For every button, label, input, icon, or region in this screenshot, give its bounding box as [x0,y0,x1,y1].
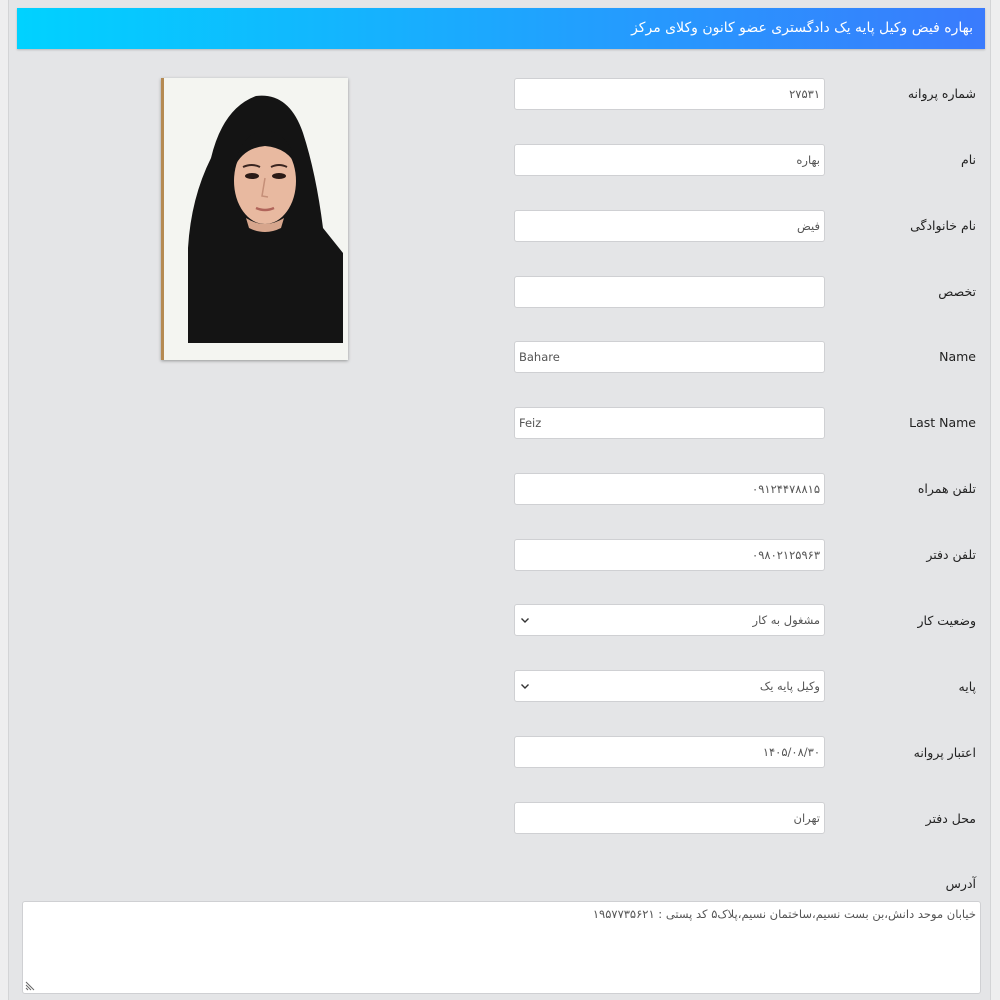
mobile-input[interactable] [514,473,825,505]
office-phone-label: تلفن دفتر [926,547,976,562]
work-status-value: مشغول به کار [752,613,820,627]
office-location-label: محل دفتر [925,811,976,826]
lawyer-photo [161,78,348,360]
resize-handle-icon[interactable] [25,979,37,991]
grade-value: وکیل پایه یک [759,679,820,693]
office-location-input[interactable] [514,802,825,834]
address-label: آدرس [945,876,976,891]
address-value: خیابان موحد دانش،بن بست نسیم،ساختمان نسیم،پلاک۵ کد پستی : ۱۹۵۷۷۳۵۶۲۱ [592,907,976,921]
first-name-label: نام [960,152,976,167]
specialty-input[interactable] [514,276,825,308]
page-title: بهاره فیض وکیل پایه یک دادگستری عضو کانون وکلای مرکز [631,20,973,36]
office-phone-input[interactable] [514,539,825,571]
page-header [17,8,985,49]
name-en-label: Name [939,349,976,364]
last-name-en-input[interactable] [514,407,825,439]
grade-label: پایه [958,679,976,694]
chevron-down-icon [520,680,530,692]
photo-edge [161,78,164,360]
license-validity-label: اعتبار پروانه [913,745,976,760]
portrait-image [161,78,348,360]
last-name-label: نام خانوادگی [910,218,976,233]
license-number-input[interactable] [514,78,825,110]
chevron-down-icon [520,614,530,626]
license-number-label: شماره پروانه [907,86,976,101]
work-status-select[interactable] [514,604,825,636]
work-status-label: وضعیت کار [917,613,976,628]
first-name-input[interactable] [514,144,825,176]
grade-select[interactable] [514,670,825,702]
last-name-input[interactable] [514,210,825,242]
mobile-label: تلفن همراه [917,481,976,496]
name-en-input[interactable] [514,341,825,373]
page-frame [8,0,991,1000]
license-validity-input[interactable] [514,736,825,768]
address-textarea[interactable] [22,901,981,994]
last-name-en-label: Last Name [909,415,976,430]
specialty-label: تخصص [938,284,976,299]
